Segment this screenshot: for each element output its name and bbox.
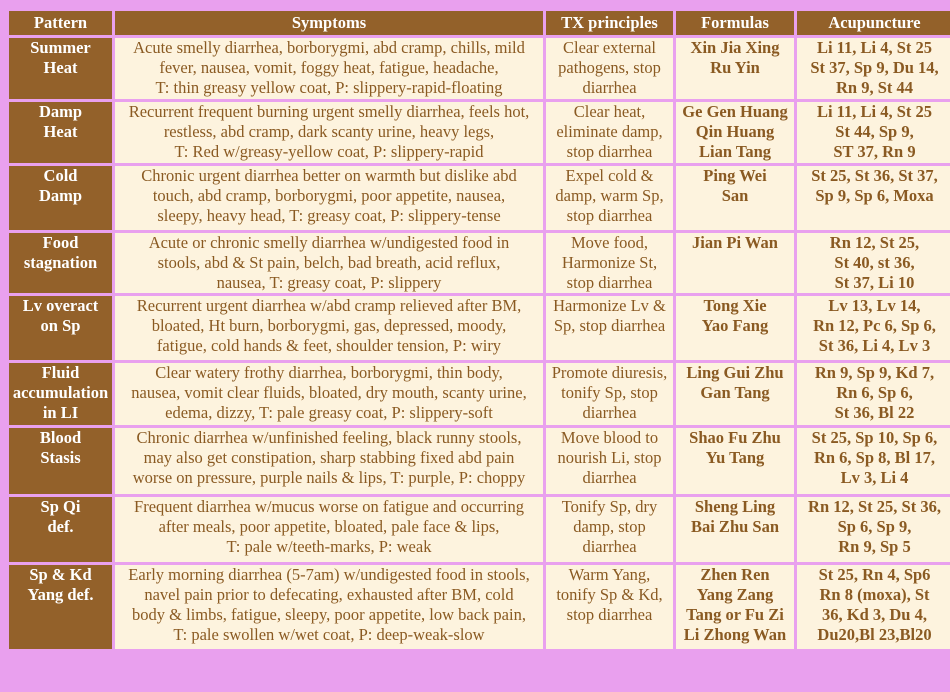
formulas-cell (676, 363, 794, 425)
cell-line: St 25, Rn 4, Sp6 (818, 565, 931, 584)
cell-line: Summer (30, 38, 91, 57)
cell-line: Rn 8 (moxa), St (819, 585, 930, 604)
cell-line: Chronic urgent diarrhea better on warmth but dislike abd (141, 166, 517, 185)
cell-line: accumulation (12, 383, 109, 402)
cell-line: Harmonize St, (561, 253, 658, 272)
cell-line: Lv 3, Li 4 (840, 468, 909, 487)
table-row (9, 428, 950, 494)
cell-line: eliminate damp, (556, 122, 663, 141)
cell-line: Ru Yin (710, 58, 760, 77)
cell-line: Stasis (40, 448, 81, 467)
cell-line: Food (42, 233, 79, 252)
cell-line: diarrhea (582, 403, 637, 422)
tx-principles-cell (546, 565, 673, 649)
cell-line: body & limbs, fatigue, sleepy, poor appetite, low back pain, (132, 605, 526, 624)
symptoms-cell (115, 296, 543, 360)
cell-line: tonify Sp, stop (561, 383, 658, 402)
table-row (9, 363, 950, 425)
cell-line: Early morning diarrhea (5-7am) w/undigested food in stools, (128, 565, 530, 584)
cell-line: Frequent diarrhea w/mucus worse on fatigue and occurring (134, 497, 524, 516)
cell-line: Du20,Bl 23,Bl20 (817, 625, 932, 644)
cell-line: St 40, st 36, (834, 253, 915, 272)
cell-line: T: pale swollen w/wet coat, P: deep-weak-slow (173, 625, 485, 644)
cell-line: Yu Tang (705, 448, 765, 467)
pattern-cell (9, 565, 112, 649)
cell-line: Recurrent urgent diarrhea w/abd cramp relieved after BM, (136, 296, 522, 315)
cell-line: Blood (39, 428, 82, 447)
cell-line: Rn 6, Sp 8, Bl 17, (813, 448, 936, 467)
formulas-cell (676, 233, 794, 293)
cell-line: sleepy, heavy head, T: greasy coat, P: slippery-tense (157, 206, 501, 225)
tx-principles-cell (546, 497, 673, 562)
table-row (9, 38, 950, 99)
symptoms-cell (115, 102, 543, 163)
cell-line: Sp 9, Sp 6, Moxa (815, 186, 934, 205)
cell-line: Tong Xie (703, 296, 767, 315)
cell-line: diarrhea (582, 468, 637, 487)
cell-line: Acute or chronic smelly diarrhea w/undigested food in (148, 233, 510, 252)
cell-line: stop diarrhea (566, 273, 653, 292)
cell-line: Yang def. (27, 585, 94, 604)
formulas-cell (676, 166, 794, 230)
header-formulas: Formulas (676, 11, 794, 35)
symptoms-cell (115, 363, 543, 425)
header-symptoms: Symptoms (115, 11, 543, 35)
cell-line: Tang or Fu Zi (686, 605, 784, 624)
formulas-cell (676, 102, 794, 163)
acupuncture-cell (797, 166, 950, 230)
tx-principles-cell (546, 363, 673, 425)
cell-line: Move blood to (560, 428, 659, 447)
table-row (9, 102, 950, 163)
pattern-cell (9, 363, 112, 425)
tx-principles-cell (546, 428, 673, 494)
cell-line: Clear heat, (573, 102, 646, 121)
cell-line: Li Zhong Wan (683, 625, 787, 644)
cell-line: San (721, 186, 749, 205)
symptoms-cell (115, 497, 543, 562)
symptoms-cell (115, 233, 543, 293)
cell-line: nausea, vomit clear fluids, bloated, dry mouth, scanty urine, (131, 383, 527, 402)
formulas-cell (676, 565, 794, 649)
cell-line: Gan Tang (700, 383, 770, 402)
cell-line: Damp (38, 102, 83, 121)
cell-line: T: thin greasy yellow coat, P: slippery-rapid-floating (155, 78, 503, 97)
cell-line: stools, abd & St pain, belch, bad breath, acid reflux, (157, 253, 501, 272)
pattern-cell (9, 497, 112, 562)
cell-line: St 36, Bl 22 (834, 403, 915, 422)
pattern-cell (9, 166, 112, 230)
cell-line: Rn 9, St 44 (835, 78, 913, 97)
cell-line: Heat (43, 58, 78, 77)
cell-line: Sp, stop diarrhea (553, 316, 666, 335)
cell-line: Acute smelly diarrhea, borborygmi, abd cramp, chills, mild (133, 38, 525, 57)
cell-line: fever, nausea, vomit, foggy heat, fatigue, headache, (159, 58, 499, 77)
cell-line: Promote diuresis, (551, 363, 668, 382)
cell-line: Warm Yang, (568, 565, 651, 584)
acupuncture-cell (797, 233, 950, 293)
tx-principles-cell (546, 233, 673, 293)
cell-line: tonify Sp & Kd, (556, 585, 663, 604)
cell-line: nausea, T: greasy coat, P: slippery (216, 273, 442, 292)
pattern-cell (9, 233, 112, 293)
cell-line: Zhen Ren (700, 565, 770, 584)
cell-line: T: pale w/teeth-marks, P: weak (226, 537, 432, 556)
pattern-cell (9, 296, 112, 360)
cell-line: Ge Gen Huang (682, 102, 788, 121)
cell-line: nourish Li, stop (557, 448, 662, 467)
acupuncture-cell (797, 565, 950, 649)
symptoms-cell (115, 428, 543, 494)
formulas-cell (676, 428, 794, 494)
cell-line: Jian Pi Wan (692, 233, 778, 252)
cell-line: in LI (42, 403, 79, 422)
cell-line: Rn 12, St 25, (829, 233, 920, 252)
cell-line: Sp 6, Sp 9, (837, 517, 912, 536)
cell-line: Qin Huang (695, 122, 775, 141)
cell-line: St 37, Sp 9, Du 14, (810, 58, 939, 77)
table-row (9, 166, 950, 230)
cell-line: T: Red w/greasy-yellow coat, P: slippery-rapid (174, 142, 484, 161)
tx-principles-cell (546, 166, 673, 230)
cell-line: stagnation (23, 253, 98, 272)
cell-line: Rn 12, Pc 6, Sp 6, (813, 316, 936, 335)
cell-line: Sp & Kd (29, 565, 92, 584)
cell-line: worse on pressure, purple nails & lips, T: purple, P: choppy (132, 468, 526, 487)
cell-line: touch, abd cramp, borborygmi, poor appetite, nausea, (152, 186, 506, 205)
pattern-cell (9, 38, 112, 99)
formulas-cell (676, 38, 794, 99)
cell-line: Yao Fang (701, 316, 769, 335)
cell-line: St 37, Li 10 (834, 273, 915, 292)
cell-line: Rn 12, St 25, St 36, (808, 497, 941, 516)
cell-line: Shao Fu Zhu (689, 428, 781, 447)
table-row (9, 565, 950, 649)
table-row (9, 497, 950, 562)
pattern-cell (9, 102, 112, 163)
acupuncture-cell (797, 38, 950, 99)
cell-line: on Sp (40, 316, 81, 335)
acupuncture-cell (797, 428, 950, 494)
cell-line: ST 37, Rn 9 (833, 142, 916, 161)
acupuncture-cell (797, 497, 950, 562)
cell-line: Chronic diarrhea w/unfinished feeling, black runny stools, (136, 428, 522, 447)
symptoms-cell (115, 38, 543, 99)
tx-principles-cell (546, 38, 673, 99)
cell-line: Heat (43, 122, 78, 141)
cell-line: Li 11, Li 4, St 25 (816, 38, 933, 57)
header-row (9, 11, 950, 35)
cell-line: Expel cold & (565, 166, 654, 185)
acupuncture-cell (797, 102, 950, 163)
cell-line: Bai Zhu San (690, 517, 780, 536)
cell-line: stop diarrhea (566, 605, 653, 624)
cell-line: Move food, (571, 233, 648, 252)
cell-line: stop diarrhea (566, 142, 653, 161)
table-row (9, 233, 950, 293)
cell-line: Lv overact (22, 296, 99, 315)
cell-line: Ling Gui Zhu (686, 363, 784, 382)
formulas-cell (676, 296, 794, 360)
cell-line: Fluid (41, 363, 80, 382)
cell-line: Rn 6, Sp 6, (836, 383, 913, 402)
cell-line: diarrhea (582, 537, 637, 556)
tx-principles-cell (546, 102, 673, 163)
cell-line: stop diarrhea (566, 206, 653, 225)
diarrhea-patterns-table (6, 8, 950, 652)
cell-line: 36, Kd 3, Du 4, (822, 605, 927, 624)
cell-line: edema, dizzy, T: pale greasy coat, P: slippery-soft (165, 403, 493, 422)
symptoms-cell (115, 166, 543, 230)
cell-line: Yang Zang (696, 585, 774, 604)
cell-line: Lian Tang (698, 142, 771, 161)
symptoms-cell (115, 565, 543, 649)
cell-line: diarrhea (582, 78, 637, 97)
cell-line: Damp (38, 186, 83, 205)
cell-line: Recurrent frequent burning urgent smelly diarrhea, feels hot, (128, 102, 530, 121)
cell-line: restless, abd cramp, dark scanty urine, heavy legs, (163, 122, 495, 141)
cell-line: Lv 13, Lv 14, (828, 296, 921, 315)
cell-line: St 44, Sp 9, (835, 122, 914, 141)
acupuncture-cell (797, 296, 950, 360)
pattern-cell (9, 428, 112, 494)
cell-line: damp, warm Sp, (555, 186, 664, 205)
cell-line: Sheng Ling (694, 497, 776, 516)
cell-line: St 36, Li 4, Lv 3 (818, 336, 931, 355)
cell-line: damp, stop (573, 517, 646, 536)
cell-line: Rn 9, Sp 9, Kd 7, (814, 363, 935, 382)
cell-line: Clear external (563, 38, 656, 57)
cell-line: pathogens, stop (558, 58, 661, 77)
cell-line: def. (47, 517, 74, 536)
table-row (9, 296, 950, 360)
cell-line: navel pain prior to defecating, exhausted after BM, cold (144, 585, 514, 604)
header-tx-principles: TX principles (546, 11, 673, 35)
cell-line: St 25, St 36, St 37, (811, 166, 938, 185)
cell-line: Harmonize Lv & (553, 296, 666, 315)
table-body (9, 38, 950, 649)
header-pattern: Pattern (9, 11, 112, 35)
cell-line: St 25, Sp 10, Sp 6, (811, 428, 938, 447)
tx-principles-cell (546, 296, 673, 360)
acupuncture-cell (797, 363, 950, 425)
cell-line: Xin Jia Xing (690, 38, 780, 57)
cell-line: Tonify Sp, dry (561, 497, 658, 516)
cell-line: Ping Wei (703, 166, 767, 185)
cell-line: Sp Qi (40, 497, 81, 516)
cell-line: after meals, poor appetite, bloated, pale face & lips, (158, 517, 500, 536)
cell-line: bloated, Ht burn, borborygmi, gas, depressed, moody, (151, 316, 507, 335)
cell-line: may also get constipation, sharp stabbing fixed abd pain (143, 448, 515, 467)
cell-line: Rn 9, Sp 5 (838, 537, 911, 556)
formulas-cell (676, 497, 794, 562)
cell-line: Clear watery frothy diarrhea, borborygmi, thin body, (155, 363, 503, 382)
cell-line: fatigue, cold hands & feet, shoulder tension, P: wiry (156, 336, 502, 355)
cell-line: Cold (43, 166, 78, 185)
cell-line: Li 11, Li 4, St 25 (816, 102, 933, 121)
header-acupuncture: Acupuncture (797, 11, 950, 35)
